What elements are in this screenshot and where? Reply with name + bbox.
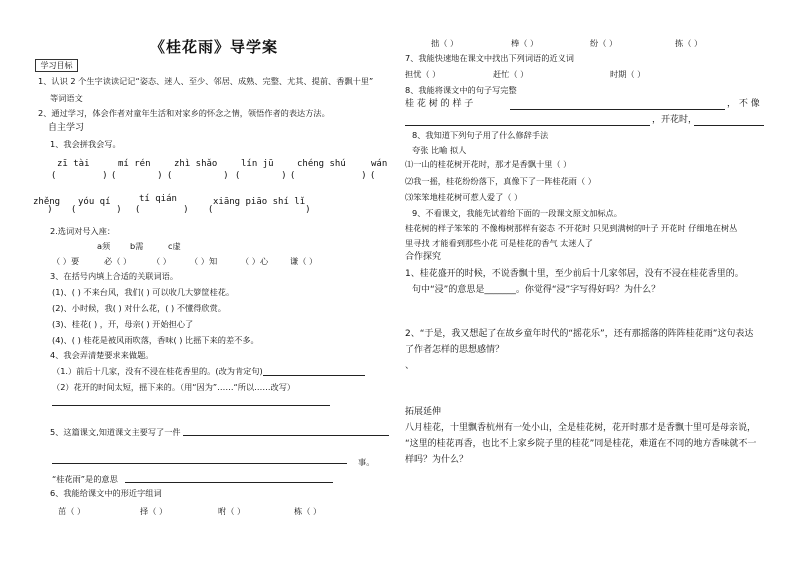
question-4: 4、我会弄清楚要求来做题。 [50,350,154,360]
pinyin-9: tí qián [139,194,177,204]
answer-line[interactable] [405,125,650,126]
answer-line[interactable] [183,435,389,436]
pinyin-6: wán [371,159,388,169]
word-blank[interactable]: （ ） [152,256,171,266]
r-top-4[interactable]: 拣（ ） [675,38,703,48]
word-blank[interactable]: （ ）心 [241,256,269,266]
extension-text-2: “这里的桂花再香，也比不上家乡院子里的桂花”同是桂花，难道在不同的地方香味就不一 [405,439,757,449]
answer-paren[interactable]: ) [224,171,228,181]
answer-paren[interactable]: ) [117,205,121,215]
answer-paren[interactable]: ( [371,171,375,181]
pinyin-3: zhì shǎo [174,159,218,169]
answer-paren[interactable]: ) [282,171,286,181]
pinyin-4: lín jū [241,159,274,169]
coop-question-1: 1、桂花盛开的时候，不说香飘十里，至少前后十几家邻居，没有不浸在桂花香里的。 [405,269,744,279]
q6-item-3[interactable]: 咐（ ） [218,506,246,516]
answer-paren[interactable]: ( [52,171,56,181]
question-9: 9、不看课文，我能先试着给下面的一段课文原文加标点。 [412,208,622,218]
answer-paren[interactable]: ( [136,205,140,215]
q6-item-4[interactable]: 栋（ ） [294,506,322,516]
q7-item-3[interactable]: 时期（ ） [610,69,646,79]
pinyin-8: yóu qí [78,197,111,207]
extension-heading: 拓展延伸 [405,407,442,417]
pinyin-7: zhěng [33,197,61,207]
q8a-sentence-end1: ， 不 像 [727,99,760,109]
word-blank[interactable]: （ ）要 [52,256,80,266]
coop-question-1-ask: 句中“浸”的意思是_______。你觉得“浸”字写得好吗？为什么？ [412,285,661,295]
answer-paren[interactable]: ) [184,205,188,215]
coop-heading: 合作探究 [405,252,442,262]
option-b: b需 [130,241,144,251]
answer-paren[interactable]: ) [306,205,310,215]
question-8b: 8、我知道下列句子用了什么修辞手法 [412,130,549,140]
q8b-options: 夸张 比喻 拟人 [412,145,467,155]
r-top-1[interactable]: 拙（ ） [431,38,459,48]
answer-line[interactable] [52,405,330,406]
self-study-heading: 自主学习 [48,123,85,133]
option-c: c虚 [168,241,181,251]
r-top-3[interactable]: 纷（ ） [590,38,618,48]
answer-paren[interactable]: ( [72,205,76,215]
q4-item-1: （1.）前后十几家，没有不浸在桂花香里的。(改为肯定句) [52,366,263,376]
stray-mark: 、 [405,361,415,371]
coop-question-2-cont: 了作者怎样的思想感情？ [405,345,505,355]
q9-passage-2[interactable]: 里寻找 才能看到那些小花 可是桂花的香气 太迷人了 [405,238,593,248]
answer-paren[interactable]: ( [209,205,213,215]
goal-2-text: 2、通过学习，体会作者对童年生活和对家乡的怀念之情，领悟作者的表达方法。 [38,108,330,118]
pinyin-10: xiāng piāo shí lǐ [213,197,306,207]
q6-item-2[interactable]: 择（ ） [140,506,168,516]
answer-paren[interactable]: ( [291,171,295,181]
q9-passage-1[interactable]: 桂花树的样子笨笨的 不像梅树那样有姿态 不开花时 只见到满树的叶子 开花时 仔细地在树丛 [405,223,738,233]
question-5: 5、这篇课文,知道课文主要写了一件 [50,427,181,437]
q8b-item-3[interactable]: ⑶笨笨地桂花树可惹人爱了（ ） [405,192,523,202]
answer-line[interactable] [694,125,764,126]
answer-paren[interactable]: ) [362,171,366,181]
answer-paren[interactable]: ) [48,205,52,215]
q4-item-2: （2）花开的时间太短，摇下来的。（用“因为”……“所以……改写） [52,382,296,392]
question-2: 2.选词对号入座： [50,226,116,236]
word-blank[interactable]: （ ）知 [190,256,218,266]
q7-item-1[interactable]: 担忧（ ） [405,69,441,79]
pinyin-5: chéng shú [297,159,346,169]
answer-paren[interactable]: ( [112,171,116,181]
answer-line[interactable] [510,109,725,110]
q8b-item-2[interactable]: ⑵我一摇，桂花纷纷落下，真像下了一阵桂花雨（ ） [405,176,596,186]
answer-paren[interactable]: ) [103,171,107,181]
pinyin-1: zī tài [57,159,90,169]
page-title: 《桂花雨》导学案 [150,38,279,56]
q8a-sentence: 桂 花 树 的 样 子 [405,99,474,109]
r-top-2[interactable]: 棒（ ） [511,38,539,48]
question-1: 1、我会拼我会写。 [50,139,121,149]
answer-paren[interactable]: ) [158,171,162,181]
q7-item-2[interactable]: 赶忙（ ） [493,69,529,79]
goal-1-text: 1、认识 2 个生字读读记记“姿态、迷人、至少、邻居、成熟、完整、尤其、提前、香飘十里” [38,76,374,86]
answer-line[interactable] [125,482,333,483]
answer-paren[interactable]: ( [168,171,172,181]
word-blank[interactable]: 谦（ ） [290,256,318,266]
q8a-sentence-end2: ，开花时， [652,115,698,125]
q5-meaning: “桂花雨”是的意思 [52,474,118,484]
extension-text-1: 八月桂花，十里飘香杭州有一处小山，全是桂花树，花开时那才是香飘十里可是母亲说， [405,423,757,433]
q6-item-1[interactable]: 茁（ ） [58,506,86,516]
q3-item-1[interactable]: (1)、( ) 不来台风，我们( ) 可以收几大箩筐桂花。 [52,287,235,297]
question-8a: 8、我能将课文中的句子写完整 [405,85,517,95]
question-7: 7、我能快速地在课文中找出下列词语的近义词 [405,53,574,63]
coop-question-2: 2、“于是，我又想起了在故乡童年时代的“摇花乐”，还有那摇落的阵阵桂花雨”这句表达 [405,329,754,339]
goals-header: 学习目标 [35,59,78,72]
pinyin-2: mí rén [118,159,151,169]
answer-line[interactable] [52,463,347,464]
word-blank[interactable]: 必（ ） [104,256,132,266]
q8b-item-1[interactable]: ⑴一山的桂花树开花时，那才是香飘十里（ ） [405,159,572,169]
option-a: a须 [97,241,111,251]
q3-item-4[interactable]: (4)、( ) 桂花是被风雨吹落，香味( ) 比摇下来的差不多。 [52,335,259,345]
answer-line[interactable] [263,375,365,376]
q5-end: 事。 [358,457,375,467]
answer-paren[interactable]: ( [236,171,240,181]
extension-text-3: 样吗？为什么？ [405,455,469,465]
q3-item-2[interactable]: (2)、小时候，我( ) 对什么花，( ) 不懂得欣赏。 [52,303,226,313]
question-6: 6、我能给课文中的形近字组词 [50,488,162,498]
q3-item-3[interactable]: (3)、桂花( ) ，开，母亲( ) 开始担心了 [52,319,194,329]
question-3: 3、在括号内填上合适的关联词语。 [50,271,179,281]
goal-1-text-cont: 等词语文 [50,93,83,103]
